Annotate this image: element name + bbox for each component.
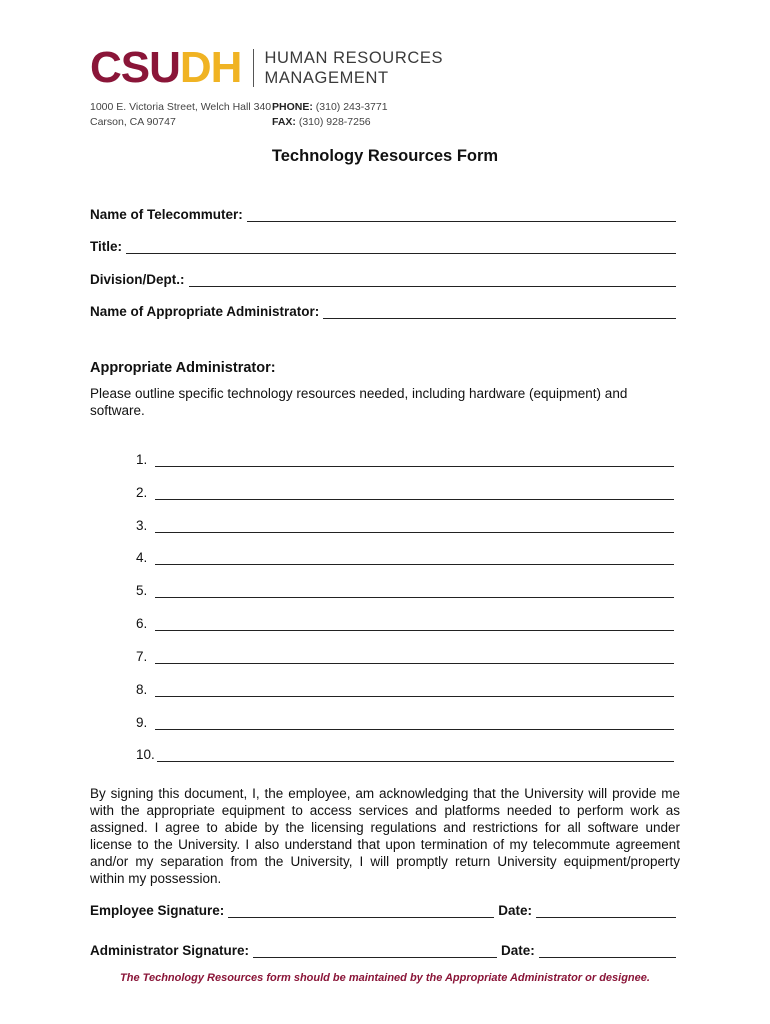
item-line[interactable] [155,684,674,697]
field-label: Division/Dept.: [90,272,185,287]
field-label: Name of Appropriate Administrator: [90,304,320,319]
logo-department [264,48,443,88]
item-line[interactable] [155,520,674,533]
resource-item[interactable] [136,484,674,500]
administrator-signature-line[interactable] [253,944,497,958]
item-line[interactable] [155,454,674,467]
footer-note: The Technology Resources form should be maintained by the Appropriate Administrator or designee. [120,972,650,984]
item-number: 8. [136,682,148,697]
logo-line-1: HUMAN RESOURCES [264,49,444,67]
item-line[interactable] [155,717,674,730]
item-line[interactable] [155,651,674,664]
resource-item[interactable] [136,615,674,631]
item-number: 2. [136,485,148,500]
field-title[interactable] [90,236,676,254]
resource-item[interactable] [136,582,674,598]
item-line[interactable] [155,552,674,565]
item-line[interactable] [155,618,674,631]
section-title: Appropriate Administrator: [90,360,276,376]
division-line[interactable] [189,273,676,287]
item-number: 7. [136,649,148,664]
signature-label: Administrator Signature: [90,943,250,958]
csudh-logo [90,44,443,92]
acknowledgement-text: By signing this document, I, the employee, am acknowledging that the University will provide me with the appropriate equipment to access services and platforms needed to perform work as assigned. I agree to abide by the licensing regulations and restrictions for all software under license to the University. I also understand that upon termination of my telecommute agreement and/or my separation from the University, I will promptly return University equipment/property within my possession. [90,786,680,886]
item-number: 3. [136,518,148,533]
phone-label: PHONE: [272,101,313,113]
employee-signature-line[interactable] [228,904,494,918]
field-label: Name of Telecommuter: [90,207,243,222]
resource-item[interactable] [136,681,674,697]
item-number: 10. [136,747,155,762]
employee-signature-row[interactable] [90,900,676,918]
administrator-signature-row[interactable] [90,940,676,958]
field-telecommuter-name[interactable] [90,204,676,222]
telecommuter-name-line[interactable] [247,208,676,222]
resource-item[interactable] [136,451,674,467]
address-block [90,100,271,130]
address-line-2: Carson, CA 90747 [90,116,176,128]
employee-date-line[interactable] [536,904,676,918]
field-label: Title: [90,239,123,254]
form-title: Technology Resources Form [271,147,499,165]
date-label: Date: [498,903,533,918]
title-line[interactable] [126,240,676,254]
resource-item[interactable] [136,714,674,730]
item-line[interactable] [155,585,674,598]
item-number: 1. [136,452,148,467]
item-number: 4. [136,550,148,565]
fax-label: FAX: [272,116,296,128]
item-number: 6. [136,616,148,631]
field-administrator-name[interactable] [90,301,676,319]
resource-item[interactable] [136,517,674,533]
field-division[interactable] [90,269,676,287]
date-label: Date: [501,943,535,958]
administrator-date-line[interactable] [539,944,676,958]
logo-dh-text: DH [179,43,242,92]
phone-number: (310) 243-3771 [315,101,388,113]
item-line[interactable] [155,487,674,500]
resource-item[interactable] [136,746,674,762]
address-line-1: 1000 E. Victoria Street, Welch Hall 340 [90,101,272,113]
item-number: 5. [136,583,148,598]
item-line[interactable] [157,749,674,762]
administrator-name-line[interactable] [323,305,676,319]
resource-item[interactable] [136,648,674,664]
logo-divider [253,49,254,87]
fax-number: (310) 928-7256 [298,116,371,128]
signature-label: Employee Signature: [90,903,225,918]
logo-line-2: MANAGEMENT [264,69,389,87]
item-number: 9. [136,715,148,730]
contact-block [272,100,388,130]
logo-csu-text: CSU [90,43,180,92]
section-instructions: Please outline specific technology resources needed, including hardware (equipment) and software. [90,386,628,418]
resource-item[interactable] [136,549,674,565]
